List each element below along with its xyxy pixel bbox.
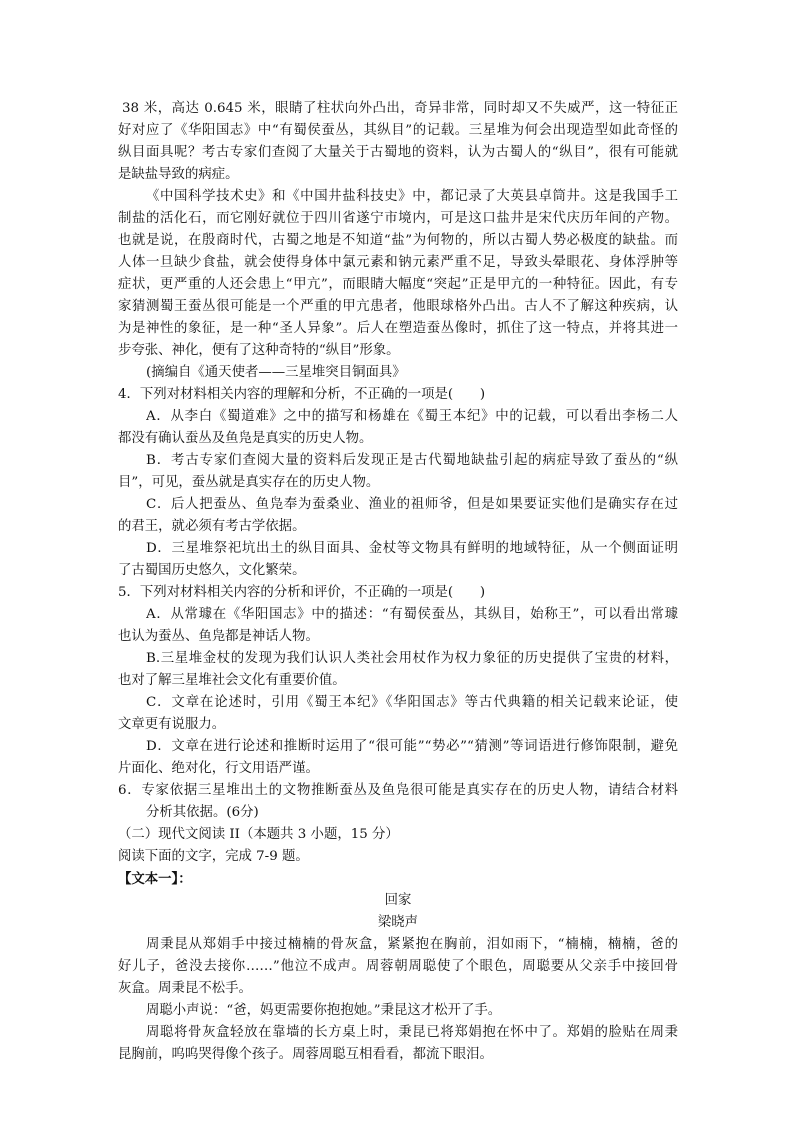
passage-line: 《中国科学技术史》和《中国井盐科技史》中，都记录了大英县卓筒井。这是我国手工 <box>146 189 678 204</box>
question-5-option-c-cont: 文章更有说服力。 <box>118 717 226 732</box>
question-4-stem: 4．下列对材料相关内容的理解和分析，不正确的一项是( ) <box>118 387 486 402</box>
passage-line: 38 米，高达 0.645 米，眼睛了柱状向外凸出，奇异非常，同时却又不失威严，这一特征正 <box>122 101 678 116</box>
passage-line: 步夸张、神化，便有了这种奇特的“纵目”形象。 <box>118 343 400 358</box>
passage-line: 为是神性的象征，是一种“圣人异象”。后人在塑造蚕丛像时，抓住了这一特点，并将其进一 <box>118 321 678 336</box>
story-line: 好儿子，爸没去接你……”他泣不成声。周蓉朝周聪使了个眼色，周聪要从父亲手中接回骨 <box>118 959 678 974</box>
story-title: 回家 <box>384 893 412 908</box>
question-4-option-a-cont: 都没有确认蚕丛及鱼凫是真实的历史人物。 <box>118 431 373 446</box>
passage-line: 症状，更严重的人还会患上“甲亢”，而眼睛大幅度“突起”正是甲亢的一种特征。因此，有专 <box>118 277 678 292</box>
question-4-option-b-cont: 目”，可见，蚕丛就是真实存在的历史人物。 <box>118 475 380 490</box>
question-5-option-a: A．从常璩在《华阳国志》中的描述：“有蜀侯蚕丛，其纵目，始称王”，可以看出常璩 <box>146 607 678 622</box>
question-4-option-b: B．考古专家们查阅大量的资料后发现正是古代蜀地缺盐引起的病症导致了蚕丛的“纵 <box>146 453 678 468</box>
question-5-option-d-cont: 片面化、绝对化，行文用语严谨。 <box>118 761 319 776</box>
question-4-option-d-cont: 了古蜀国历史悠久，文化繁荣。 <box>118 563 306 578</box>
question-4-option-a: A．从李白《蜀道难》之中的描写和杨雄在《蜀王本纪》中的记载，可以看出李杨二人 <box>146 409 678 424</box>
story-line: 周聪将骨灰盒轻放在靠墙的长方桌上时，秉昆已将郑娟抱在怀中了。郑娟的脸贴在周秉 <box>146 1025 678 1040</box>
question-5-option-b: B.三星堆金杖的发现为我们认识人类社会用杖作为权力象征的历史提供了宝贵的材料， <box>146 651 678 666</box>
question-5-option-d: D．文章在进行论述和推断时运用了“很可能”“势必”“猜测”等词语进行修饰限制，避免 <box>146 739 678 754</box>
section-heading: （二）现代文阅读 II（本题共 3 小题，15 分） <box>118 827 399 842</box>
passage-line: 制盐的活化石，而它刚好就位于四川省遂宁市境内，可是这口盐井是宋代庆历年间的产物。 <box>118 211 678 226</box>
question-5-stem: 5．下列对材料相关内容的分析和评价，不正确的一项是( ) <box>118 585 486 600</box>
question-5-option-b-cont: 也对了解三星堆社会文化有重要价值。 <box>118 673 346 688</box>
passage-line: 是缺盐导致的病症。 <box>118 167 239 182</box>
text-one-label: 【文本一】： <box>118 871 192 887</box>
story-author: 梁晓声 <box>377 915 419 930</box>
story-line: 昆胸前，呜呜哭得像个孩子。周蓉周聪互相看看，都流下眼泪。 <box>118 1047 493 1062</box>
story-line: 灰盒。周秉昆不松手。 <box>118 981 252 996</box>
passage-line: 家猜测蜀王蚕丛很可能是一个严重的甲亢患者，他眼球格外凸出。古人不了解这种疾病，认 <box>118 299 678 314</box>
passage-line: 也就是说，在殷商时代，古蜀之地是不知道“盐”为何物的，所以古蜀人势必极度的缺盐。而 <box>118 233 678 248</box>
section-instruction: 阅读下面的文字，完成 7-9 题。 <box>118 849 309 864</box>
passage-line: 纵目面具呢？考古专家们查阅了大量关于古蜀地的资料，认为古蜀人的“纵目”，很有可能就 <box>118 145 678 160</box>
question-4-option-c-cont: 的君王，就必须有考古学依据。 <box>118 519 306 534</box>
question-6-stem-cont: 分析其依据。(6分) <box>146 805 259 820</box>
passage-line: 人体一旦缺少食盐，就会使得身体中氯元素和钠元素严重不足，导致头晕眼花、身体浮肿等 <box>118 255 678 270</box>
question-4-option-c: C．后人把蚕丛、鱼凫奉为蚕桑业、渔业的祖师爷，但是如果要证实他们是确实存在过 <box>146 497 678 512</box>
question-5-option-c: C．文章在论述时，引用《蜀王本纪》《华阳国志》等古代典籍的相关记载来论证，使 <box>146 695 678 710</box>
passage-line: 好对应了《华阳国志》中“有蜀侯蚕丛，其纵目”的记载。三星堆为何会出现造型如此奇怪的 <box>118 123 678 138</box>
story-line: 周聪小声说：“爸，妈更需要你抱抱她。”秉昆这才松开了手。 <box>146 1003 502 1018</box>
story-line: 周秉昆从郑娟手中接过楠楠的骨灰盒，紧紧抱在胸前，泪如雨下，“楠楠，楠楠，爸的 <box>146 937 678 952</box>
question-5-option-a-cont: 也认为蚕丛、鱼凫都是神话人物。 <box>118 629 319 644</box>
question-6-stem: 6．专家依据三星堆出土的文物推断蚕丛及鱼凫很可能是真实存在的历史人物，请结合材料 <box>118 783 678 798</box>
question-4-option-d: D．三星堆祭祀坑出土的纵目面具、金杖等文物具有鲜明的地域特征，从一个侧面证明 <box>146 541 678 556</box>
source-citation: (摘编自《通天使者——三星堆突目铜面具》 <box>146 365 406 380</box>
